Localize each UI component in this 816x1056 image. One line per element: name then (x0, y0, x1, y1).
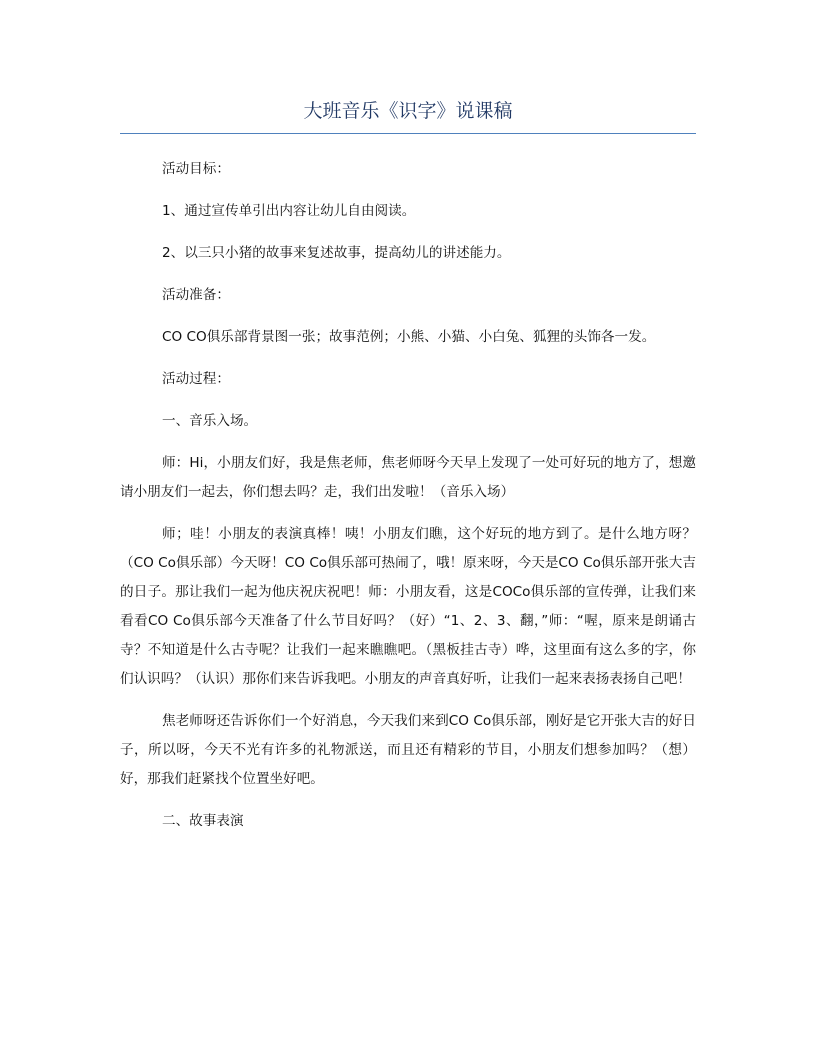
paragraph-goal-1: 1、通过宣传单引出内容让幼儿自由阅读。 (162, 203, 416, 219)
paragraph-preparation-heading: 活动准备： (162, 287, 230, 303)
document-body (120, 155, 696, 849)
paragraph-step-1-heading: 一、音乐入场。 (162, 413, 258, 429)
paragraph-step-1-dialogue: 师；哇！小朋友的表演真棒！咦！小朋友们瞧，这个好玩的地方到了。是什么地方呀？（CO Co俱乐部）今天呀！CO Co俱乐部可热闹了，哦！原来呀，今天是CO Co俱乐部开张大吉的日子。那让我们一起为他庆祝庆祝吧！师：小朋友看，这是COCo俱乐部的宣传弹，让我们来看看CO Co俱乐部今天准备了什么节目好吗？（好）“1、2、3、翻，”师：“喔，原来是朗诵古寺？不知道是什么古寺呢？让我们一起来瞧瞧吧。（黑板挂古寺）哗，这里面有这么多的字，你们认识吗？（认识）那你们来告诉我吧。小朋友的声音真好听，让我们一起来表扬表扬自己吧！ (120, 526, 696, 687)
paragraph-step-2-heading: 二、故事表演 (162, 813, 244, 829)
paragraph-step-1-intro: 师：Hi，小朋友们好，我是焦老师，焦老师呀今天早上发现了一处可好玩的地方了，想邀请小朋友们一起去，你们想去吗？走，我们出发啦！（音乐入场） (120, 455, 696, 500)
paragraph-goals-heading: 活动目标： (162, 161, 230, 177)
paragraph-step-1-news: 焦老师呀还告诉你们一个好消息，今天我们来到CO Co俱乐部，刚好是它开张大吉的好日子，所以呀，今天不光有许多的礼物派送，而且还有精彩的节目，小朋友们想参加吗？（想）好，那我们赶紧找个位置坐好吧。 (120, 713, 696, 787)
paragraph-preparation: CO CO俱乐部背景图一张；故事范例；小熊、小猫、小白兔、狐狸的头饰各一发。 (162, 329, 656, 345)
document-title: 大班音乐《识字》说课稿 (303, 100, 513, 122)
title-underline (120, 133, 696, 134)
paragraph-process-heading: 活动过程： (162, 371, 230, 387)
paragraph-goal-2: 2、以三只小猪的故事来复述故事，提高幼儿的讲述能力。 (162, 245, 511, 261)
